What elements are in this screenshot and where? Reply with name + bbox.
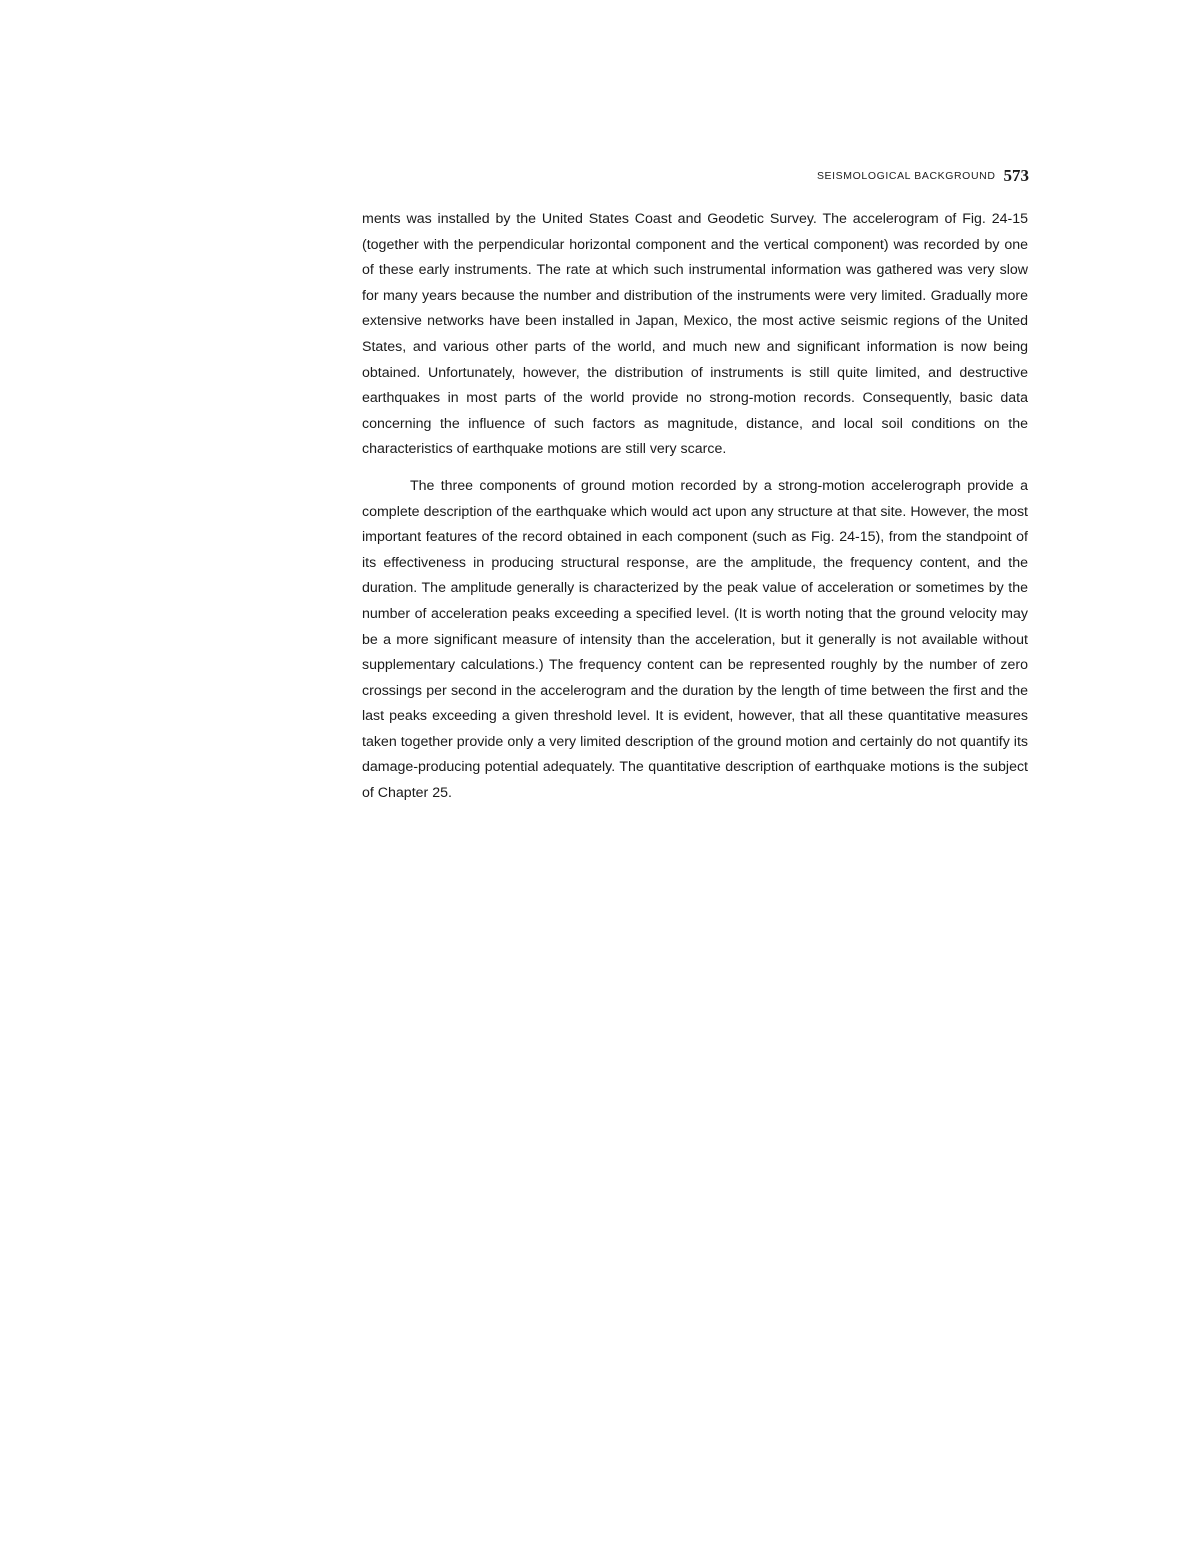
running-head-section-title: SEISMOLOGICAL BACKGROUND [816, 170, 996, 182]
body-text [362, 207, 1028, 807]
paragraph-1: ments was installed by the United States Coast and Geodetic Survey. The accelerogram of Fig. 24-15 (together with the perpendicular horizontal component and the vertical component) was recorded by one of these early instruments. The rate at which such instrumental information was gathered was very slow for many years because the number and distribution of the instruments were very limited. Gradually more extensive networks have been installed in Japan, Mexico, the most active seismic regions of the United States, and various other parts of the world, and much new and significant information is now being obtained. Unfortunately, however, the distribution of instruments is still quite limited, and destructive earthquakes in most parts of the world provide no strong-motion records. Consequently, basic data concerning the influence of such factors as magnitude, distance, and local soil conditions on the characteristics of earthquake motions are still very scarce. [362, 211, 1028, 458]
paragraph-2: The three components of ground motion recorded by a strong-motion accelerograph provide a complete description of the earthquake which would act upon any structure at that site. However, the most important features of the record obtained in each component (such as Fig. 24-15), from the standpoint of its effectiveness in producing structural response, are the amplitude, the frequency content, and the duration. The amplitude generally is characterized by the peak value of acceleration or sometimes by the number of acceleration peaks exceeding a specified level. (It is worth noting that the ground velocity may be a more significant measure of intensity than the acceleration, but it generally is not available without supplementary calculations.) The frequency content can be represented roughly by the number of zero crossings per second in the accelerogram and the duration by the length of time between the first and the last peaks exceeding a given threshold level. It is evident, however, that all these quantitative measures taken together provide only a very limited description of the ground motion and certainly do not quantify its damage-producing potential adequately. The quantitative description of earthquake motions is the subject of Chapter 25. [362, 477, 1028, 802]
running-head [800, 164, 1029, 188]
page-number: 573 [1003, 166, 1029, 185]
